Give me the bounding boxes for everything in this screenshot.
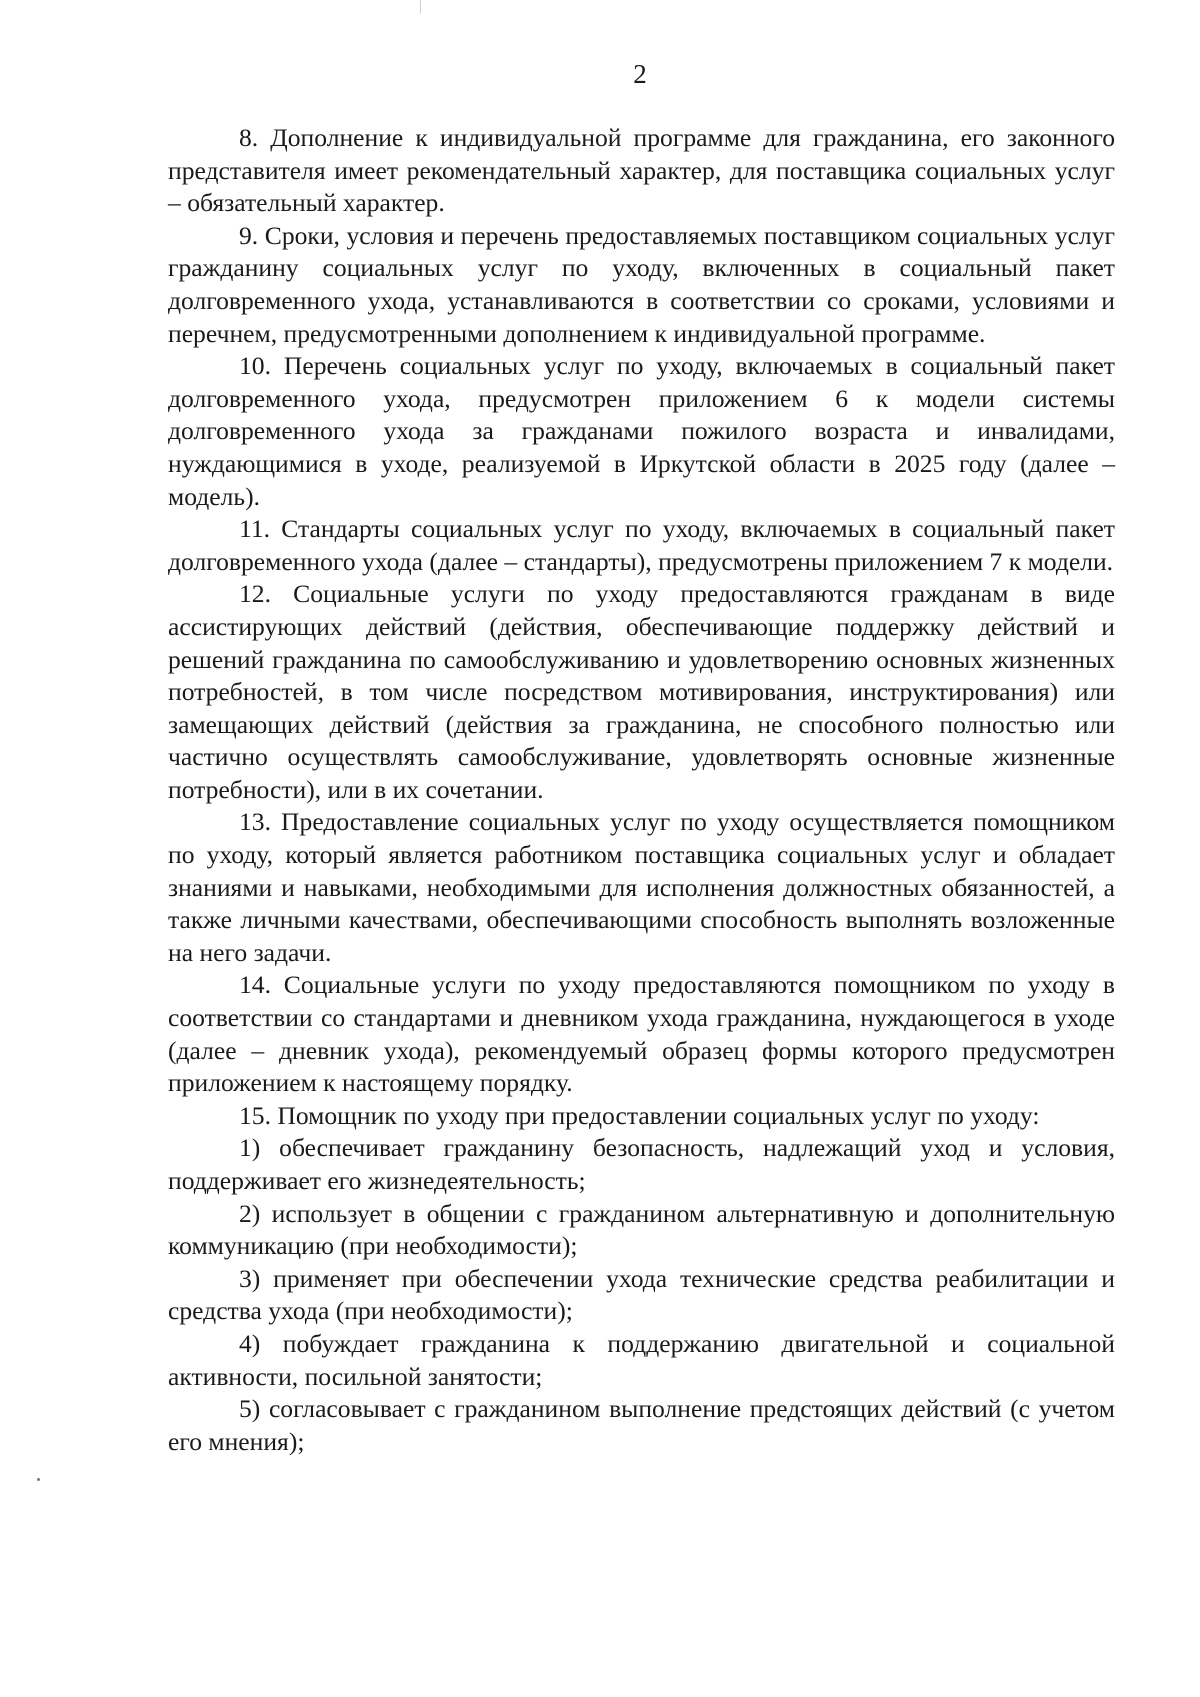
paragraph-9: 9. Сроки, условия и перечень предоставляемых поставщиком социальных услуг гражданину социальных услуг по уходу, включенных в социальный пакет долговременного ухода, устанавливаются в соответствии со сроками, условиями и перечнем, предусмотренными дополнением к индивидуальной программе. <box>168 220 1115 348</box>
scan-artifact-dot <box>37 1478 40 1481</box>
paragraph-8: 8. Дополнение к индивидуальной программе для гражданина, его законного представителя имеет рекомендательный характер, для поставщика социальных услуг – обязательный характер. <box>168 123 1115 218</box>
document-body <box>168 122 1115 1458</box>
list-item-3: 3) применяет при обеспечении ухода технические средства реабилитации и средства ухода (при необходимости); <box>168 1263 1115 1326</box>
paragraph-14: 14. Социальные услуги по уходу предоставляются помощником по уходу в соответствии со стандартами и дневником ухода гражданина, нуждающегося в уходе (далее – дневник ухода), рекомендуемый образец формы которого предусмотрен приложением к настоящему порядку. <box>168 970 1115 1098</box>
list-item-1: 1) обеспечивает гражданину безопасность, надлежащий уход и условия, поддерживает его жизнедеятельность; <box>168 1133 1115 1195</box>
paragraph-10: 10. Перечень социальных услуг по уходу, включаемых в социальный пакет долговременного ухода, предусмотрен приложением 6 к модели системы долговременного ухода за гражданами пожилого возраста и инвалидами, нуждающимися в уходе, реализуемой в Иркутской области в 2025 году (далее – модель). <box>168 351 1115 511</box>
list-item-2: 2) использует в общении с гражданином альтернативную и дополнительную коммуникацию (при необходимости); <box>168 1198 1115 1261</box>
list-item-5: 5) согласовывает с гражданином выполнение предстоящих действий (с учетом его мнения); <box>168 1394 1115 1456</box>
list-item-4: 4) побуждает гражданина к поддержанию двигательной и социальной активности, посильной занятости; <box>168 1328 1115 1391</box>
page-number: 2 <box>633 59 647 89</box>
paragraph-15: 15. Помощник по уходу при предоставлении социальных услуг по уходу: <box>239 1100 1040 1130</box>
scan-artifact <box>420 0 421 14</box>
paragraph-13: 13. Предоставление социальных услуг по уходу осуществляется помощником по уходу, который является работником поставщика социальных услуг и обладает знаниями и навыками, необходимыми для исполнения должностных обязанностей, а также личными качествами, обеспечивающими способность выполнять возложенные на него задачи. <box>168 807 1115 967</box>
paragraph-11: 11. Стандарты социальных услуг по уходу, включаемых в социальный пакет долговременного ухода (далее – стандарты), предусмотрены приложением 7 к модели. <box>168 514 1115 576</box>
paragraph-12: 12. Социальные услуги по уходу предоставляются гражданам в виде ассистирующих действий (действия, обеспечивающие поддержку действий и решений гражданина по самообслуживанию и удовлетворению основных жизненных потребностей, в том числе посредством мотивирования, инструктирования) или замещающих действий (действия за гражданина, не способного полностью или частично осуществлять самообслуживание, удовлетворять основные жизненные потребности), или в их сочетании. <box>168 579 1115 804</box>
